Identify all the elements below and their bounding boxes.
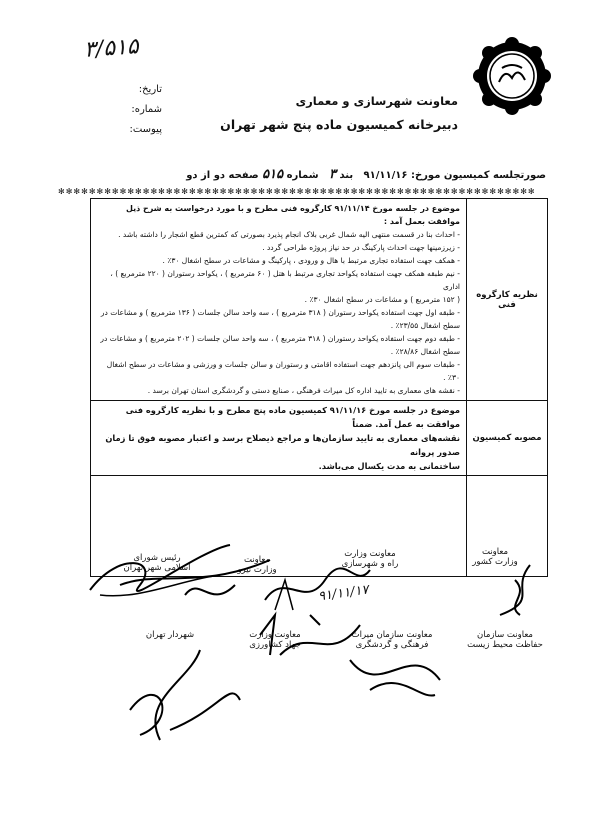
technical-opinion-text [91, 199, 467, 401]
sig-line2: راه و شهرسازی [341, 559, 399, 569]
resolution-line-3: ساختمانی به مدت یکسال می‌باشد. [318, 461, 460, 471]
technical-opinion-row [91, 199, 548, 401]
opinion-line-2: - احداث بنا در قسمت منتهی الیه شمال غربی بلاک انجام پذیرد بصورتی که کمترین قطع اشجار را داشته باشد . [118, 230, 460, 239]
number-text-label: شماره [286, 170, 319, 181]
opinion-line-11: - طبقات سوم الی پانزدهم جهت استفاده اقامتی و رستوران و سالن جلسات و ورزشی و مشاعات در سطح اشغال ۳۰٪ . [106, 360, 460, 382]
session-date: ۹۱/۱۱/۱۶ [363, 170, 408, 181]
handwritten-file-number: ۳/۵۱۵ [83, 34, 140, 63]
sig-line1: معاونت سازمان [477, 630, 533, 640]
sig-line1: معاونت وزارت [249, 630, 301, 640]
opinion-line-4: - همکف جهت استفاده تجاری مرتبط با هال و ورودی ، پارکینگ و مشاعات در سطح اشغال ۳۰٪ . [162, 256, 460, 265]
number-label: شماره: [131, 104, 162, 115]
opinion-line-3: - زیرزمینها جهت احداث پارکینگ در حد نیاز پروژه طراحی گردد . [262, 243, 460, 252]
commission-resolution-text [91, 401, 467, 476]
session-prefix: صورتجلسه کمیسیون مورخ: [410, 170, 546, 181]
attachment-label: پیوست: [129, 124, 162, 135]
sig-line2: فرهنگی و گردشگری [355, 640, 429, 650]
sig-line2: اسلامی شهر تهران [123, 563, 191, 573]
commission-resolution-row [91, 401, 548, 476]
sig-line2: جهاد کشاورزی [249, 640, 301, 650]
sig-line1: معاونت [481, 547, 509, 557]
tehran-municipality-logo [472, 36, 552, 116]
opinion-line-8: سطح اشغال ۲۳/۵۵٪ . [390, 321, 460, 330]
opinion-line-10: سطح اشغال ۲۸/۸۶٪ . [390, 347, 460, 356]
date-label: تاریخ: [138, 84, 162, 95]
mayor-signature-scribble [100, 640, 250, 750]
commission-resolution-label: مصوبه کمیسیون [467, 401, 548, 476]
opinion-line-7: - طبقه اول جهت استفاده یکواحد رستوران ( ۳۱۸ مترمربع ) ، سه واحد سالن جلسات ( ۱۳۶ مترمربع ) و مشاعات در [100, 308, 460, 317]
secretariat-title: دبیرخانه کمیسیون ماده پنج شهر تهران [220, 117, 458, 132]
session-line [186, 167, 546, 182]
decorative-separator: ✻✻✻✻✻✻✻✻✻✻✻✻✻✻✻✻✻✻✻✻✻✻✻✻✻✻✻✻✻✻✻✻✻✻✻✻✻✻✻✻✻✻✻✻✻✻✻✻✻✻✻✻✻✻✻✻✻✻✻✻✻✻ [58, 188, 536, 196]
opinion-line-9: - طبقه دوم جهت استفاده یکواحد رستوران ( ۳۱۸ مترمربع ) ، سه واحد سالن جلسات ( ۲۰۲ مترمربع ) و مشاعات در [100, 334, 460, 343]
interior-signature-scribble [480, 560, 550, 620]
technical-opinion-label: نظریه کارگروه فنی [467, 199, 548, 401]
sig-line2: حفاظت محیط زیست [467, 640, 543, 650]
signature-environment-org [460, 630, 550, 650]
sig-line2: وزارت نیرو [237, 565, 277, 575]
opinion-line-6: ( ۱۵۲ مترمربع ) و مشاعات در سطح اشغال ۳۰٪ . [304, 295, 460, 304]
opinion-line-5: - نیم طبقه همکف جهت استفاده یکواحد تجاری مرتبط با هتل ( ۶۰ مترمربع ) ، یکواحد رستوران ( ۲۲۰ مترمربع ) ، اداری [110, 269, 460, 291]
page-text: صفحه دو از دو [186, 170, 259, 181]
sig-line2: وزارت کشور [472, 557, 518, 567]
resolution-line-1: موضوع در جلسه مورخ ۹۱/۱۱/۱۶ کمیسیون ماده پنج مطرح و با نظریه کارگروه فنی موافقت به عمل آمد. ضمناً [125, 405, 460, 429]
sig-line1: رئیس شورای [133, 553, 181, 563]
sig-line1: معاونت وزارت [344, 549, 396, 559]
deputy-title: معاونت شهرسازی و معماری [295, 94, 458, 108]
item-label: بند [339, 170, 354, 181]
number-value: ۵۱۵ [262, 167, 284, 182]
opinion-line-12: - نقشه های معماری به تایید اداره کل میراث فرهنگی ، صنایع دستی و گردشگری استان تهران برسد . [147, 386, 460, 395]
opinion-line-1: موضوع در جلسه مورخ ۹۱/۱۱/۱۴ کارگروه فنی مطرح و با مورد درخواست به شرح ذیل موافقت بعمل آمد : [125, 204, 460, 226]
sig-line1: معاونت [243, 555, 271, 565]
heritage-signature-scribble [340, 640, 450, 710]
sig-line2: شهردار تهران [145, 630, 195, 640]
item-value: ۳ [329, 167, 336, 182]
energy-signature-scribble [180, 575, 240, 615]
sig-line1: معاونت سازمان میراث [351, 630, 433, 640]
signature-mayor [130, 630, 210, 640]
handwritten-signature-date: ۹۱/۱۱/۱۷ [317, 582, 370, 605]
resolution-line-2: نقشه‌های معماری به تایید سازمان‌ها و مراجع ذیصلاح برسد و اعتبار مصوبه فوق تا زمان صدور پروانه [105, 433, 460, 457]
resolution-table [90, 198, 548, 577]
